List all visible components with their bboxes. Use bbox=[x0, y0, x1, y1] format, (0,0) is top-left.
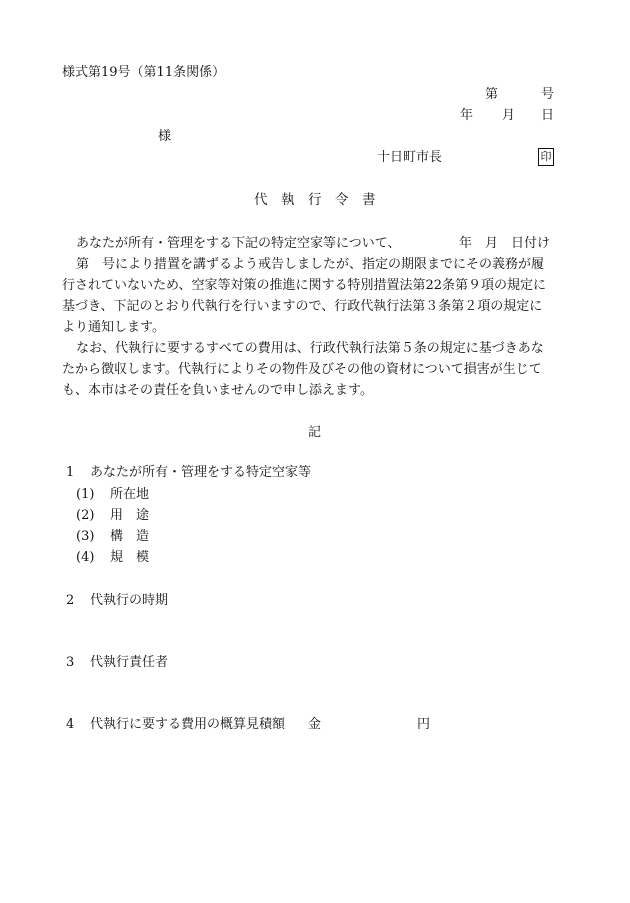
date-year: 年 bbox=[460, 108, 474, 123]
seal-box: 印 bbox=[538, 148, 554, 166]
item-1-label: あなたが所有・管理をする特定空家等 bbox=[90, 465, 312, 480]
item-4-yen: 円 bbox=[417, 717, 431, 732]
sender-name: 十日町市長 bbox=[377, 150, 443, 165]
body-line-2: 第 号により措置を講ずるよう戒告しましたが、指定の期限までにその義務が履 bbox=[76, 257, 545, 272]
body-line-5: より通知します。 bbox=[62, 320, 165, 335]
body-line-6: なお、代執行に要するすべての費用は、行政代執行法第５条の規定に基づきあな bbox=[76, 341, 544, 356]
body-line-7: たから徴収します。代執行によりその物件及びその他の資材について損害が生じて bbox=[62, 362, 542, 377]
sub-item-4-number: (4) bbox=[76, 550, 95, 565]
sub-item-4-label: 規 模 bbox=[110, 550, 150, 565]
item-4-kin: 金 bbox=[308, 717, 322, 732]
form-label: 様式第19号（第11条関係） bbox=[62, 65, 226, 80]
body-line-1a: あなたが所有・管理をする下記の特定空家等について、 bbox=[76, 236, 401, 251]
item-4-number: 4 bbox=[66, 717, 75, 732]
item-1-number: 1 bbox=[66, 465, 75, 480]
date-month: 月 bbox=[502, 108, 516, 123]
item-3-number: 3 bbox=[66, 655, 75, 670]
doc-number-prefix: 第 bbox=[485, 87, 499, 102]
item-2-label: 代執行の時期 bbox=[90, 593, 169, 608]
body-line-8: も、本市はその責任を負いませんので申し添えます。 bbox=[62, 383, 373, 398]
doc-number-suffix: 号 bbox=[541, 87, 555, 102]
sub-item-1-number: (1) bbox=[76, 487, 95, 502]
item-2-number: 2 bbox=[66, 593, 75, 608]
body-line-1b: 年 月 日付け bbox=[459, 236, 551, 251]
sub-item-3-label: 構 造 bbox=[110, 529, 150, 544]
body-line-3: 行されていないため、空家等対策の推進に関する特別措置法第22条第９項の規定に bbox=[62, 278, 547, 293]
body-line-4: 基づき、下記のとおり代執行を行いますので、行政代執行法第３条第２項の規定に bbox=[62, 299, 543, 314]
sub-item-2-label: 用 途 bbox=[110, 508, 150, 523]
item-4-label: 代執行に要する費用の概算見積額 bbox=[90, 717, 286, 732]
item-3-label: 代執行責任者 bbox=[90, 655, 169, 670]
addressee-suffix: 様 bbox=[158, 129, 172, 144]
sub-item-2-number: (2) bbox=[76, 508, 95, 523]
seal-mark bbox=[538, 148, 554, 166]
sub-item-1-label: 所在地 bbox=[110, 487, 150, 502]
sub-item-3-number: (3) bbox=[76, 529, 95, 544]
date-day: 日 bbox=[541, 108, 555, 123]
ki-heading: 記 bbox=[308, 425, 322, 440]
document-title: 代 執 行 令 書 bbox=[254, 192, 376, 208]
